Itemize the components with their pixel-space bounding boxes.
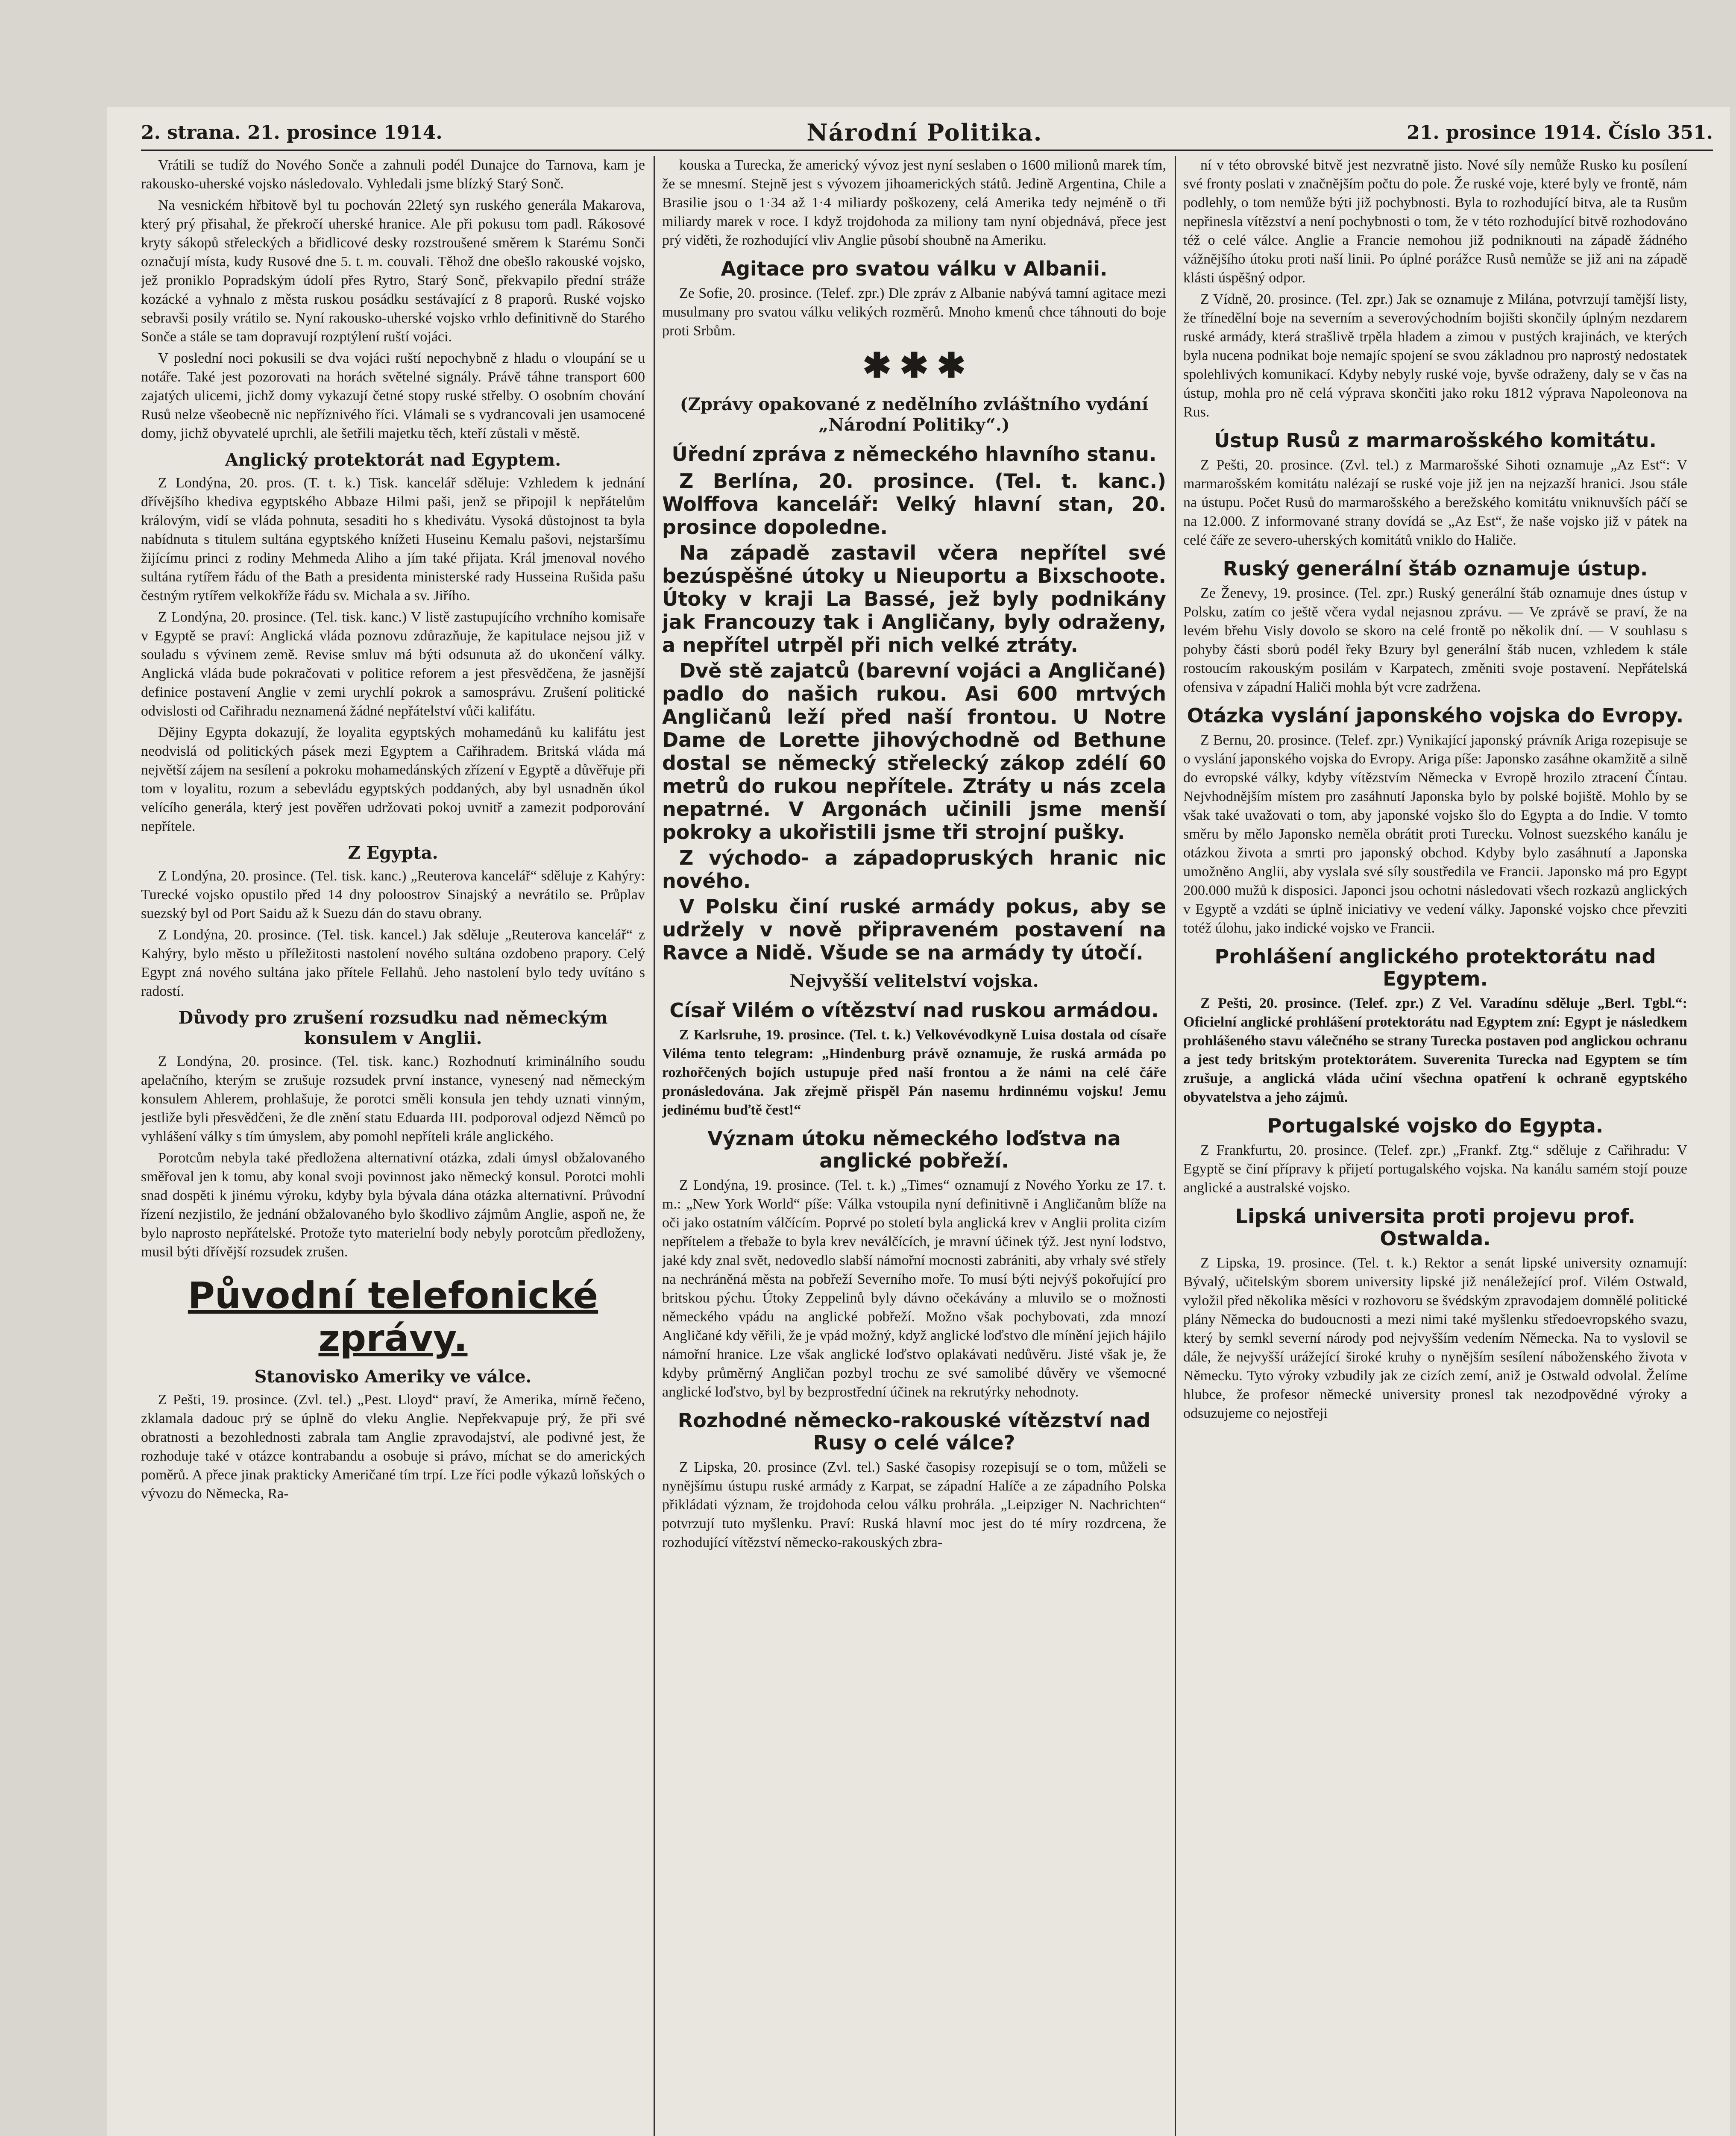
paragraph: Ze Sofie, 20. prosince. (Telef. zpr.) Dle zpráv z Albanie nabývá tamní agitace mezi musulmany pro svatou válku velikých rozměrů. Mnoho kmenů chce táhnouti do boje proti Srbům. [662, 285, 1166, 339]
paragraph: Dějiny Egypta dokazují, že loyalita egyptských mohamedánů ku kalifátu jest neodvislá od politických pásek mezi Egyptem a Cařihradem. Britská vláda má největší zájem na sesílení a pokroku mohamedánských zřízení v Egyptě a důvěřuje při tom v loyalitu, rozum a sebevládu egyptských poddaných, aby byl usnadněn úkol velícího generála, který jest pověřen udržovati pokoj uvnitř a zamezit podporování nepřítele. [141, 725, 645, 834]
article-heading: Agitace pro svatou válku v Albanii. [721, 257, 1108, 280]
bold-paragraph: Na západě zastavil včera nepřítel své bezúspěšné útoky u Nieuportu a Bixschoote. Útoky v kraji La Bassé, jež byly podnikány jak Francouzy tak i Angličany, byly odraženy, a nepřítel utrpěl při nich velké ztráty. [662, 541, 1166, 657]
paragraph: Z Londýna, 19. prosince. (Tel. t. k.) „Times“ oznamují z Nového Yorku ze 17. t. m.: „New York World“ píše: Válka vstoupila nyní definitivně i Angličanům blíže na oči jako ostatním válčícím. Poprvé po století byla anglická krev v Anglii prolita cizím nepřítelem a třebaže to byla krev neválčících, je mravní účinek týž. Jest nyní lodstvo, jaké kdy znal svět, nedovedlo slabší námořní mocnosti zabrániti, aby vrhaly své střely na nechráněná města na pobřeží Severního moře. To musí býti nejvýš pokořující pro britskou pýchu. Útoky Zeppelinů byly dávno očekávány a mluvilo se o možnosti německého vpádu na anglické pobřeží. Možno však pochybovati, zda mnozí Angličané kdy věřili, že je vpád možný, když anglické loďstvo dle mínění jejich hájilo námořní hranice. Lze však anglické loďstvo oplakávati nedůvěru. Jisté však je, že kdyby průměrný Angličan pozbyl trochu ze své samolibé důvěry ve všemocné anglické loďstvo, byl by bezprostřední účinek na rekrutýrky nehodnoty. [662, 1177, 1166, 1400]
newspaper-page [107, 107, 1730, 2136]
column-3 [1183, 156, 1687, 2136]
paragraph: Z Londýna, 20. prosince. (Tel. tisk. kanc.) „Reuterova kancelář“ sděluje z Kahýry: Turecké vojsko opustilo před 14 dny poloostrov Sinajský a nevrátilo se. Průplav suezský byl od Port Saidu až k Suezu dán do stavu obrany. [141, 868, 645, 921]
page-header [141, 120, 1713, 145]
paragraph: V poslední noci pokusili se dva vojáci ruští nepochybně z hladu o vloupání se u notáře. Také jest pozorovati na horách světelné signály. Právě táhne transport 600 zajatých ulicemi, jichž domy vykazují četné stopy ruské střelby. O osobním chování Rusů nelze všeobecně nic nepříznivého říci. Vlámali se s vydrancovali jen usamocené domy, jichž obyvatelé uprchli, ale šetřili majetku těch, kteří zůstali v městě. [141, 350, 645, 441]
paragraph: Z Pešti, 19. prosince. (Zvl. tel.) „Pest. Lloyd“ praví, že Amerika, mírně řečeno, zklamala dadouc prý se úplně do vleku Anglie. Nepřekvapuje prý, že při své obratnosti a bezohlednosti zabrala tam Anglie zpravodajství, ale podivné jest, že rozhoduje také v otázce kontrabandu a osobuje si právo, míchat se do amerických poměrů. A přece jinak prakticky Američané tím trpí. Lze říci podle výkazů loňských o vývozu do Německa, Ra- [141, 1392, 645, 1502]
bold-paragraph: Z východo- a západopruských hranic nic nového. [662, 846, 1166, 892]
article-heading: Ústup Rusů z marmarošského komitátu. [1214, 429, 1657, 452]
signature: Nejvyšší velitelství vojska. [789, 971, 1039, 991]
paragraph: Z Bernu, 20. prosince. (Telef. zpr.) Vynikající japonský právník Ariga rozepisuje se o vyslání japonského vojska do Evropy. Ariga píše: Japonsko zasáhne okamžitě a silně do evropské války, kdyby vítězstvím Německa v Evropě hrozilo ztracení Číntau. Nejvhodnějším místem pro zasáhnutí Japonska bylo by polské bojiště. Mohlo by se však také uvažovati o tom, aby japonské vojsko šlo do Egypta a do Indie. V tomto směru by mělo Japonsko neměla obrátit proti Turecku. Volnost suezského kanálu je otázkou života a smrti pro japonský obchod. Kdyby bylo zasáhnutí a Japonska umožněno Anglii, aby vyslala své síly soustředila ve Francii. Japonsko má pro Egypt 200.000 mužů k disposici. Japonci jsou ochotni následovati všech rozkazů anglických v Egyptě a vzdáti se úplně iniciativy ve vedení války. Japonské vojsko chce převziti totéž úlohu, jako indické vojsko ve Francii. [1183, 732, 1687, 936]
paragraph: Z Lipska, 20. prosince (Zvl. tel.) Saské časopisy rozepisují se o tom, můželi se nynějšímu ústupu ruské armády z Karpat, se západní Halíče a ze západního Polska přikládati význam, že trojdohoda celou válku prohrála. „Leipziger N. Nachrichten“ potvrzují tuto myšlenku. Praví: Ruská hlavní moc jest do té míry rozdrcena, že rozhodující vítězství německo-rakouských zbra- [662, 1459, 1166, 1550]
column-divider-2 [1175, 156, 1176, 2136]
article-heading: Důvody pro zrušení rozsudku nad německým konsulem v Anglii. [178, 1008, 608, 1048]
column-2 [662, 156, 1166, 2136]
header-rule [141, 150, 1713, 151]
article-heading: Lipská universita proti projevu prof. Ostwalda. [1235, 1205, 1636, 1250]
paragraph: Z Londýna, 20. pros. (T. t. k.) Tisk. kancelář sděluje: Vzhledem k jednání dřívějšího khediva egyptského Abbaze Hilmi paši, jenž se připojil k nepřátelům královým, vidí se vláda pohnuta, sesaditi ho s khedivátu. Vysoká důstojnost ta byla nabídnuta s titulem sultána egyptského knížeti Huseinu Kemalu pašovi, nejstaršímu žijícímu princi z rodiny Mehmeda Aliho a jím také přijata. Král jmenoval nového sultána rytířem řádu of the Bath a presidenta ministerské rady Husseina Rušida pašu čestným rytířem velkokříže řádu sv. Michala a sv. Jiřího. [141, 475, 645, 604]
bold-paragraph: Z Pešti, 20. prosince. (Telef. zpr.) Z Vel. Varadínu sděluje „Berl. Tgbl.“: Oficielní anglické prohlášení protektorátu nad Egyptem zní: Egypt je následkem prohlášeného stavu válečného se strany Turecka postaven pod anglickou ochranu a jest tedy britským protektorátem. Suverenita Turecka nad Egyptem se tím zrušuje, a anglická vláda učiní všechna opatření k ochraně egyptského obyvatelstva a jeho zájmů. [1183, 995, 1687, 1105]
column-1 [141, 156, 645, 2136]
header-left: 2. strana. 21. prosince 1914. [141, 121, 443, 144]
article-heading: Portugalské vojsko do Egypta. [1267, 1114, 1604, 1137]
article-heading: Úřední zpráva z německého hlavního stanu. [672, 443, 1157, 466]
newspaper-title: Národní Politika. [806, 119, 1043, 146]
article-heading: Význam útoku německého loďstva na anglické pobřeží. [707, 1127, 1121, 1172]
article-heading: Císař Vilém o vítězství nad ruskou armádou. [669, 999, 1159, 1022]
section-separator: ✱ ✱ ✱ [862, 347, 966, 385]
header-right: 21. prosince 1914. Číslo 351. [1407, 121, 1713, 144]
paragraph: Z Lipska, 19. prosince. (Tel. t. k.) Rektor a senát lipské university oznamují: Bývalý, učitelským sborem university lipské již nenáležející prof. Vilém Ostwald, vyložil před několika měsíci v rozhovoru se švédským zpravodajem domnělé politické plány Německa do budoucnosti a mezi nimi také myšlenku středoevropského svazu, který by semkl severní národy pod nejvyšším vedením Německa. Na to vyslovil se dále, že nejvyšší urážející široké kruhy o nynějším sesílení náboženského života v Německu. Tyto výroky vzbudily jak ze cizích zemí, aniž je Ostwald odvolal. Želíme hlubce, že profesor německé university pronesl tak nezodpovědné výroky a odsuzujeme co nejostřeji [1183, 1255, 1687, 1421]
bold-paragraph: Z Berlína, 20. prosince. (Tel. t. kanc.) Wolffova kancelář: Velký hlavní stan, 20. prosince dopoledne. [662, 469, 1166, 539]
paragraph: Z Vídně, 20. prosince. (Tel. zpr.) Jak se oznamuje z Milána, potvrzují tamější listy, že třínedělní boje na severním a severovýchodním bojišti skončily úplným nezdarem ruské armády, která strašlivě trpěla hladem a zimou v pustých krajinách, ve kterých byla nucena podnikat boje nemajíc spojení se svou základnou pro naprostý nedostatek spolehlivých komunikací. Kdyby nebyly ruské voje, byvše odraženy, daly se v čas na ústup, mohla pro ně celá výprava skončiti jako roku 1812 výprava Napoleonova na Rus. [1183, 291, 1687, 420]
paragraph: Z Frankfurtu, 20. prosince. (Telef. zpr.) „Frankf. Ztg.“ sděluje z Cařihradu: V Egyptě se činí přípravy k přijetí portugalského vojska. Na kanálu samém stojí pouze anglické a australské vojsko. [1183, 1142, 1687, 1196]
paragraph: Ze Ženevy, 19. prosince. (Tel. zpr.) Ruský generální štáb oznamuje dnes ústup v Polsku, zatím co ještě včera vydal nejasnou zprávu. — Ve zprávě se praví, že na levém břehu Visly dovolo se skoro na celé frontě po několik dní. — V souhlasu s pohyby části sborů podél řeky Bzury byl generální štáb nucen, vzhledem k stále rostoucím rakouským posilám v Karpatech, změniti svoje postavení. Nepřátelská ofensiva v západní Haliči mohla být vcre zadržena. [1183, 585, 1687, 695]
paragraph: kouska a Turecka, že americký vývoz jest nyní seslaben o 1600 milionů marek tím, že se mnesmí. Stejně jest s vývozem jihoamerických států. Jedině Argentina, Chile a Brasilie jsou o 1·34 až 1·4 miliardy poškozeny, celá Amerika tedy nejméně o tři miliardy marek v roce. I když trojdohoda za miliony tam nyní objednává, přece jest prý viděti, že rozhodující vliv Anglie působí shoubně na Ameriku. [662, 157, 1166, 248]
article-heading: Rozhodné německo-rakouské vítězství nad Rusy o celé válce? [677, 1409, 1151, 1454]
article-heading: Anglický protektorát nad Egyptem. [225, 450, 561, 470]
article-subheading: (Zprávy opakované z nedělního zvláštního vydání „Národní Politiky“.) [680, 394, 1149, 435]
paragraph: Vrátili se tudíž do Nového Sonče a zahnuli podél Dunajce do Tarnova, kam je rakousko-uherské vojsko následovalo. Vyhledali jsme blízký Starý Sonč. [141, 157, 645, 192]
bold-paragraph: V Polsku činí ruské armády pokus, aby se udržely v nově připraveném postavení na Ravce a Nidě. Všude se na armády ty útočí. [662, 895, 1166, 964]
article-heading: Ruský generální štáb oznamuje ústup. [1223, 557, 1648, 580]
column-divider-1 [654, 156, 655, 2136]
article-heading: Stanovisko Ameriky ve válce. [254, 1367, 532, 1387]
section-masthead: Původní telefonické zprávy. [188, 1274, 598, 1360]
paragraph: Z Pešti, 20. prosince. (Zvl. tel.) z Marmarošské Sihoti oznamuje „Az Est“: V marmarošském komitátu nalézají se ruské voje již jen na nejzazší hranici. Jsou stále na ústupu. Počet Rusů do marmarošského a berežského komitátu vniknuvších páčí se na 12.000. Z informované strany dovídá se „Az Est“, že naše vojsko již v pátek na celé čáře ze severo-uherských komitátů vniklo do Haliče. [1183, 457, 1687, 548]
paragraph: Z Londýna, 20. prosince. (Tel. tisk. kanc.) Rozhodnutí kriminálního soudu apelačního, kterým se zrušuje rozsudek první instance, vynesený nad německým konsulem Ahlerem, prohlašuje, že porotci směli konsula jen tehdy uznati vinným, jestliže byli přesvědčeni, že dle znění statu Eduarda III. podporoval odjezd Němců po vyhlášení války s tím úmyslem, aby pomohl nepříteli krále anglického. [141, 1053, 645, 1144]
article-heading: Prohlášení anglického protektorátu nad Egyptem. [1214, 945, 1656, 990]
paragraph: Na vesnickém hřbitově byl tu pochován 22letý syn ruského generála Makarova, který prý přisahal, že překročí uherské hranice. Ale při pokusu tom padl. Rákosové kryty sákopů střeleckých a břidlicové desky rozstroušené směrem k Starému Sonči označují místa, kudy Rusové dne 5. t. m. couvali. Těhož dne obešlo rakouské vojsko, jež proniklo Popradským údolí přes Rytro, Starý Sonč, překvapilo přední stráže kozácké a vyhnalo z města ruskou posádku sestávající z 8 praporů. Ruské vojsko sebravši posily vrátilo se. Nyní rakousko-uherské vojsko vrhlo definitivně do Starého Sonče a stále se tam dopravují rozptýlení ruští vojáci. [141, 197, 645, 345]
article-heading: Otázka vyslání japonského vojska do Evropy. [1187, 704, 1684, 727]
article-heading: Z Egypta. [348, 843, 438, 863]
paragraph: Z Londýna, 20. prosince. (Tel. tisk. kancel.) Jak sděluje „Reuterova kancelář“ z Kahýry, bylo město u příležitosti nastolení nového sultána ozdobeno prapory. Celý Egypt zná nového sultána jako přítele Fellahů. Jeho nastolení bylo tedy uvítáno s radostí. [141, 927, 645, 999]
bold-paragraph: Z Karlsruhe, 19. prosince. (Tel. t. k.) Velkovévodkyně Luisa dostala od císaře Viléma tento telegram: „Hindenburg právě oznamuje, že ruská armáda po rozhořčených bojích ustupuje před naší frontou a že námi na celé čáře pronásledována. Jak zřejmě přispěl Pán nasemu hrdinnému vojsku! Jemu jedinému buďtě čest!“ [662, 1027, 1166, 1118]
paragraph: Z Londýna, 20. prosince. (Tel. tisk. kanc.) V listě zastupujícího vrchního komisaře v Egyptě se praví: Anglická vláda poznovu zdůrazňuje, že kapitulace nejsou již v souladu s vývinem země. Revise smluv má býti odsunuta až do ukončení války. Anglická vláda bude pokračovati v politice reforem a jest přesvědčena, že jasnější definice postavení Anglie v zemi urychlí pokrok a samosprávu. Zrušení politické odvislosti od Cařihradu neznamená žádné nepřátelství vůči kalifátu. [141, 609, 645, 719]
paragraph: Porotcům nebyla také předložena alternativní otázka, zdali úmysl obžalovaného směřoval jen k tomu, aby konal svoji povinnost jako německý konsul. Porotci mohli snad dospěti k jinému výroku, kdyby byla bývala dána otázka alternativní. Průvodní řízení nezjistilo, že jednání obžalovaného bylo škodlivo zájmům Anglie, aspoň ne, že bylo naprosto nepřátelské. Protože tyto materielní body nebyly porotcům předloženy, musil býti dřívější rozsudek zrušen. [141, 1150, 645, 1260]
paragraph: ní v této obrovské bitvě jest nezvratně jisto. Nové síly nemůže Rusko ku posílení své fronty poslati v značnějším počtu do pole. Že ruské voje, které byly ve frontě, nám podlehly, o tom nemůže býti již pochybnosti. Byla to rozhodující bitva, ale ta Rusům nepřinesla vítězství a není pochybnosti o tom, že v této rozhodující bitvě rozhodováno též o celé válce. Anglie a Francie nemohou již podniknouti na západě žádného vážnějšího útoku proti naší linii. Po úplné porážce Rusů nemůže se již ani na západě klásti úspěšný odpor. [1183, 157, 1687, 286]
bold-paragraph: Dvě stě zajatců (barevní vojáci a Angličané) padlo do našich rukou. Asi 600 mrtvých Angličanů leží před naší frontou. U Notre Dame de Lorette jihovýchodně od Bethune dostal se německý střelecký zákop zdélí 60 metrů do rukou nepřítele. Ztráty u nás zcela nepatrné. V Argonách učinili jsme menší pokroky a ukořistili jsme tři strojní pušky. [662, 659, 1166, 844]
